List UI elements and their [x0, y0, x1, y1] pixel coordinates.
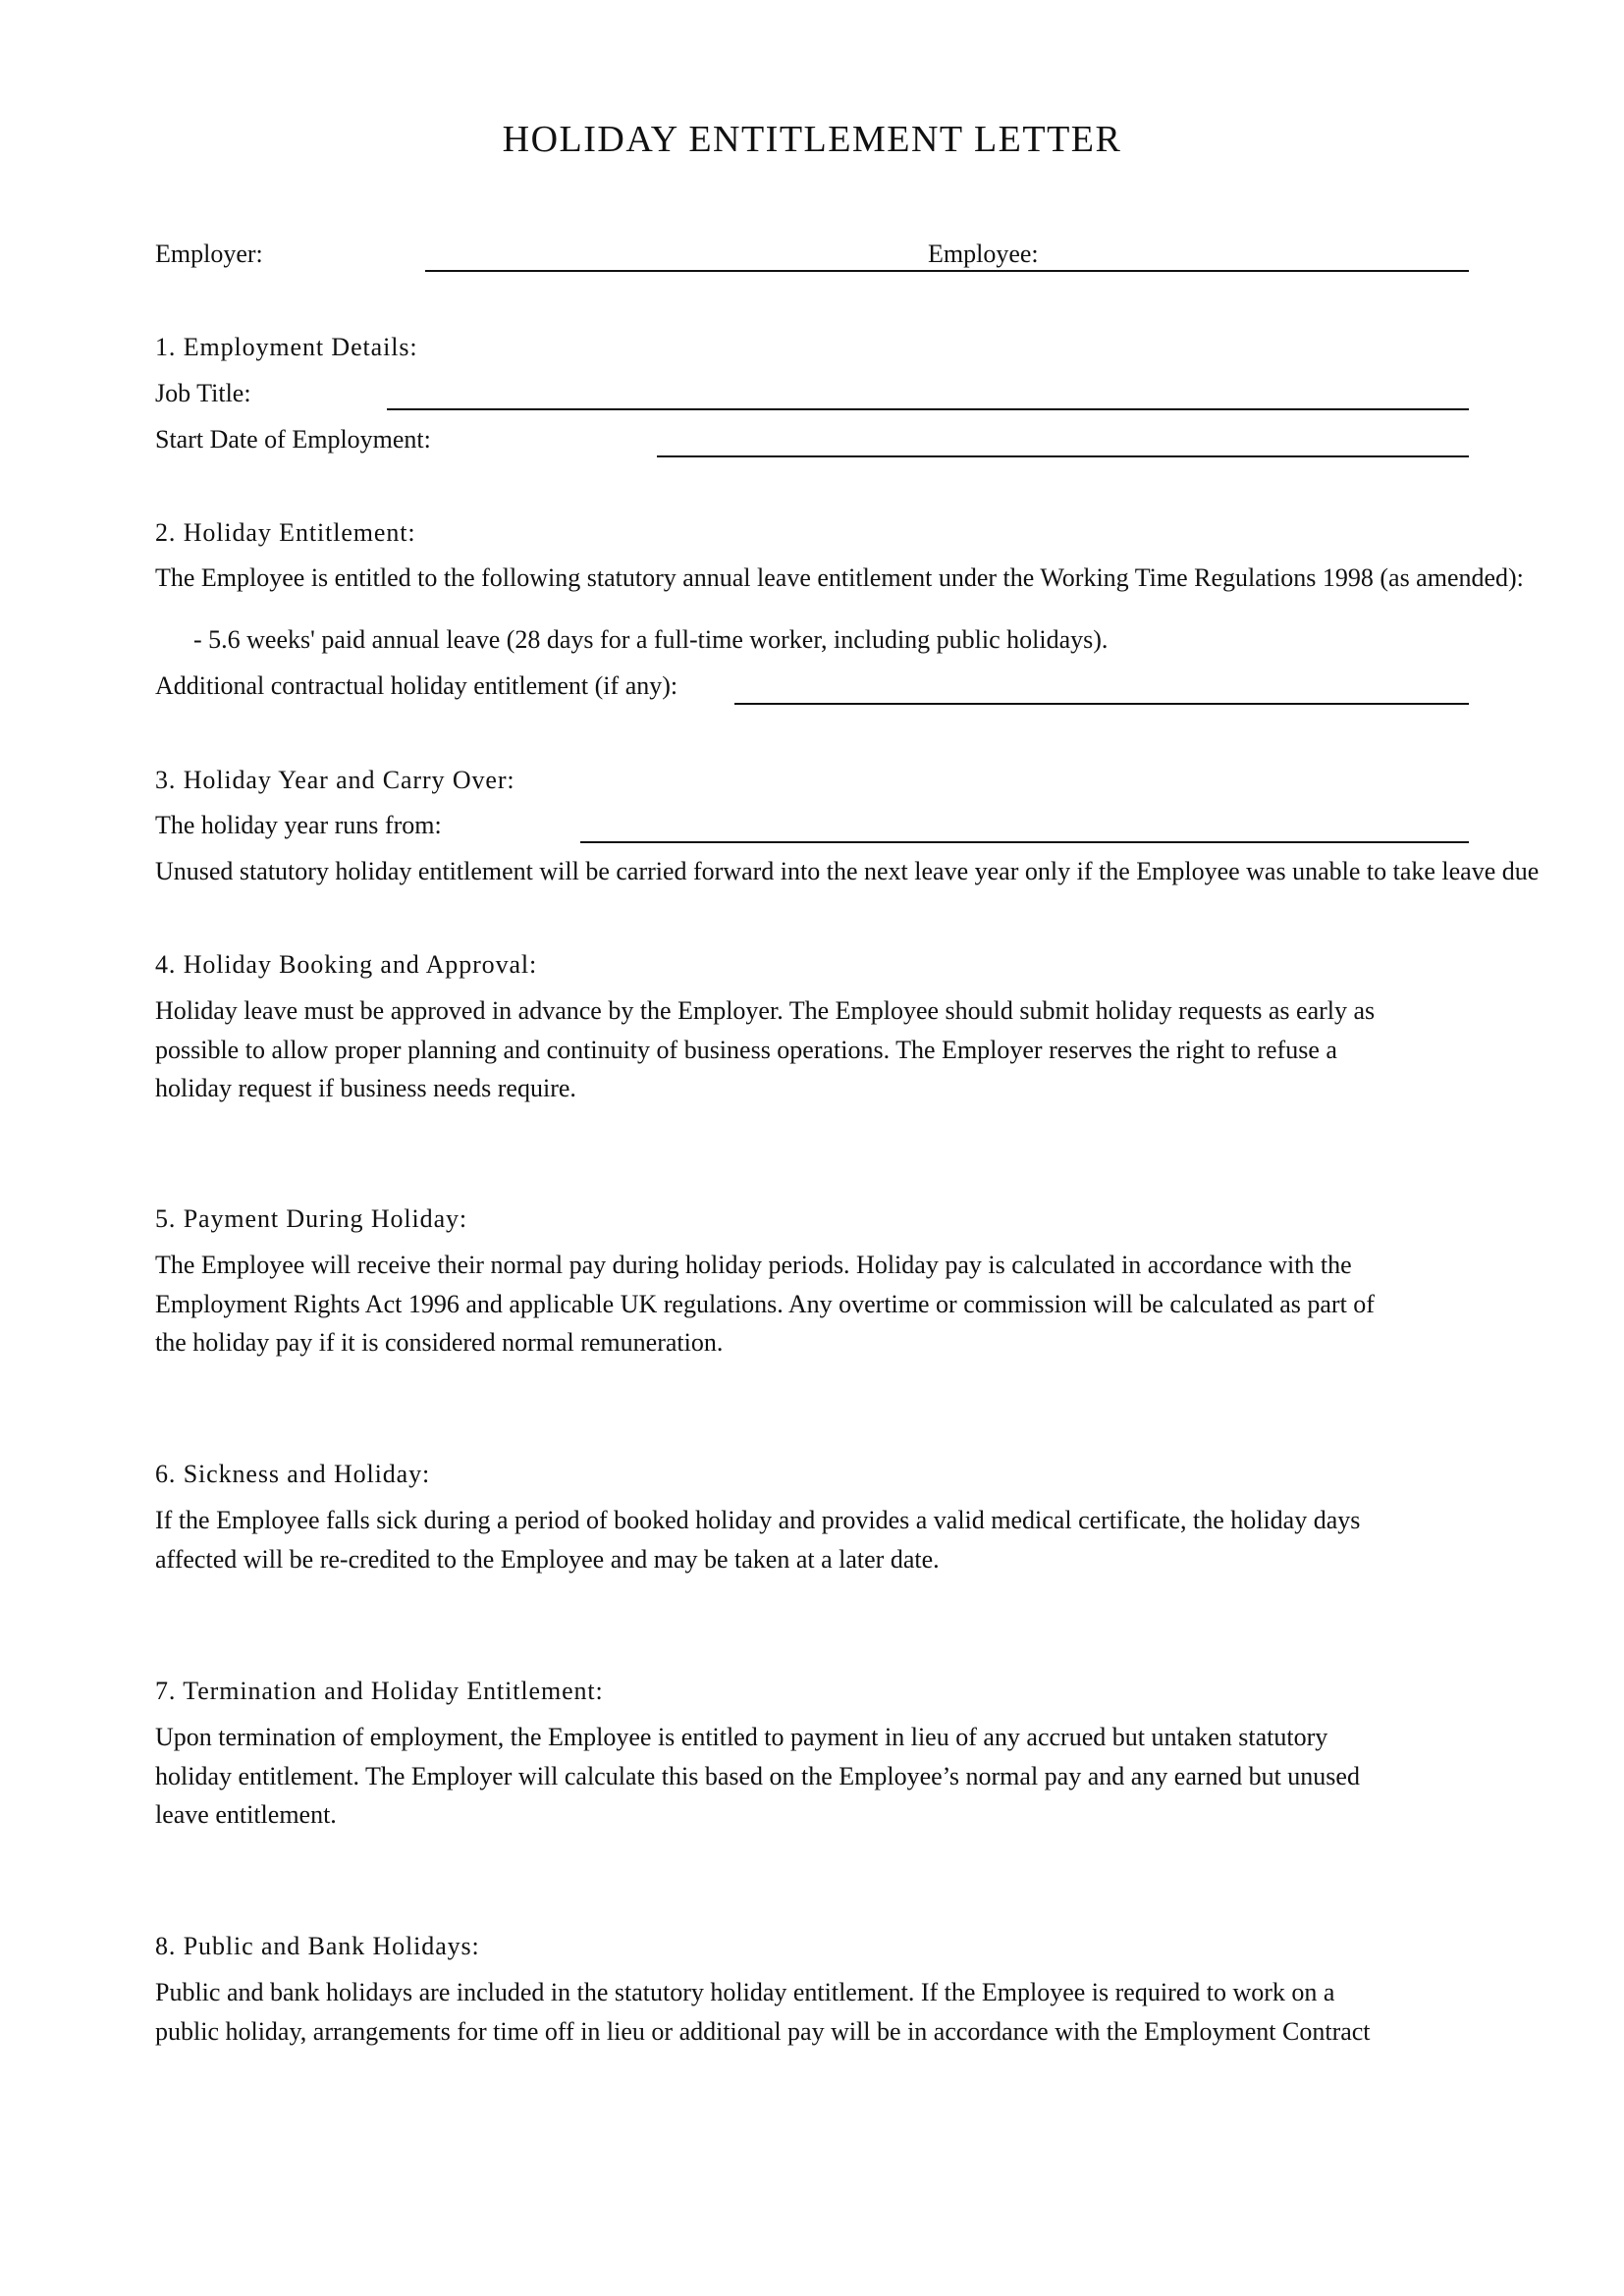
section-6-heading: 6. Sickness and Holiday:: [155, 1460, 431, 1488]
job-title-label: Job Title:: [155, 379, 251, 407]
additional-entitlement-blank-line[interactable]: [734, 703, 1469, 705]
start-date-blank-line[interactable]: [657, 455, 1469, 457]
section-4-heading: 4. Holiday Booking and Approval:: [155, 950, 538, 979]
document-title: HOLIDAY ENTITLEMENT LETTER: [502, 119, 1122, 160]
section-3-heading: 3. Holiday Year and Carry Over:: [155, 766, 515, 794]
holiday-year-blank-line[interactable]: [580, 841, 1469, 843]
section-5-line: The Employee will receive their normal pay during holiday periods. Holiday pay is calculated in accordance with the: [155, 1251, 1352, 1279]
holiday-year-label: The holiday year runs from:: [155, 811, 442, 839]
section-7-line: leave entitlement.: [155, 1800, 337, 1829]
job-title-blank-line[interactable]: [387, 408, 1469, 410]
section-8-line: Public and bank holidays are included in the statutory holiday entitlement. If the Employee is required to work on a: [155, 1978, 1335, 2006]
section-8-body: [155, 1973, 1481, 2051]
section-1-heading: 1. Employment Details:: [155, 333, 418, 361]
section-7-body: [155, 1718, 1481, 1835]
employee-label: Employee:: [928, 240, 1039, 268]
section-4-body: [155, 991, 1481, 1108]
section-7-line: holiday entitlement. The Employer will calculate this based on the Employee’s normal pay and any earned but unused: [155, 1761, 1360, 1790]
section-6-line: If the Employee falls sick during a period of booked holiday and provides a valid medical certificate, the holiday days: [155, 1506, 1361, 1534]
start-date-label: Start Date of Employment:: [155, 425, 431, 454]
section-8-line: public holiday, arrangements for time off in lieu or additional pay will be in accordance with the Employment Contract: [155, 2016, 1371, 2046]
section-2-bullet: - 5.6 weeks' paid annual leave (28 days for a full-time worker, including public holidays).: [193, 625, 1109, 654]
section-5-line: Employment Rights Act 1996 and applicable UK regulations. Any overtime or commission will be calculated as part of: [155, 1289, 1375, 1318]
employer-label: Employer:: [155, 240, 263, 268]
section-2-heading: 2. Holiday Entitlement:: [155, 518, 416, 547]
section-7-line: Upon termination of employment, the Employee is entitled to payment in lieu of any accrued but untaken statutory: [155, 1723, 1328, 1751]
section-5-heading: 5. Payment During Holiday:: [155, 1204, 468, 1233]
section-6-line: affected will be re-credited to the Employee and may be taken at a later date.: [155, 1544, 940, 1574]
section-6-body: [155, 1501, 1481, 1578]
section-8-heading: 8. Public and Bank Holidays:: [155, 1932, 480, 1960]
section-2-intro: The Employee is entitled to the following statutory annual leave entitlement under the Working Time Regulations 1998 (as amended):: [155, 563, 1524, 592]
section-5-line: the holiday pay if it is considered normal remuneration.: [155, 1328, 724, 1357]
section-5-body: [155, 1246, 1481, 1362]
additional-entitlement-label: Additional contractual holiday entitlement (if any):: [155, 671, 678, 700]
section-4-line: possible to allow proper planning and continuity of business operations. The Employer reserves the right to refuse a: [155, 1035, 1337, 1064]
carry-over-text: Unused statutory holiday entitlement will be carried forward into the next leave year only if the Employee was unable to take leave due: [155, 857, 1540, 885]
section-4-line: Holiday leave must be approved in advance by the Employer. The Employee should submit holiday requests as early as: [155, 996, 1376, 1025]
section-7-heading: 7. Termination and Holiday Entitlement:: [155, 1677, 604, 1705]
section-4-line: holiday request if business needs require.: [155, 1074, 576, 1102]
